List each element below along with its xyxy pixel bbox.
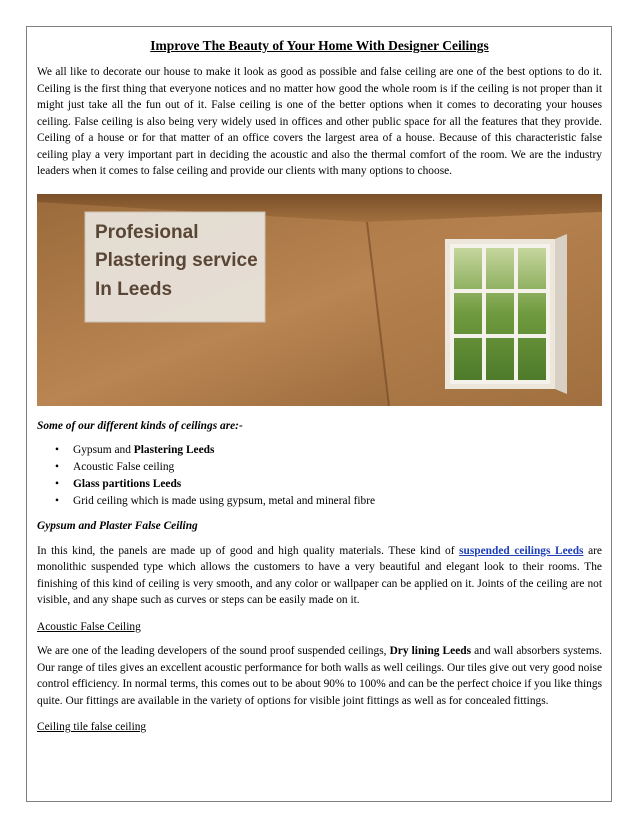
gypsum-heading: Gypsum and Plaster False Ceiling: [37, 520, 198, 532]
document-title: Improve The Beauty of Your Home With Designer Ceilings: [150, 38, 489, 53]
sign-line-1: Profesional: [95, 221, 199, 243]
bullet-icon: •: [55, 461, 59, 473]
bullet-icon: •: [55, 478, 59, 490]
intro-paragraph: We all like to decorate our house to make it look as good as possible and false ceiling are one of the best options to do it. Ceiling is the first thing that everyone notices and no matter how good the whole room is if the ceiling is not proper than it might just take all the fun out of it. False ceiling is one of the better options when it comes to decorating your houses ceiling. False ceiling is also being very widely used in offices and other public space for all the features that they provide. Ceiling of a house or for that matter of an office covers the largest area of a house. Because of this characteristic false ceiling play a very important part in deciding the acoustic and also the thermal comfort of the room. We are the industry leaders when it comes to false ceiling and provide our clients with many options to choose.: [37, 66, 602, 177]
tile-heading: Ceiling tile false ceiling: [37, 721, 147, 733]
list-item-text: Acoustic False ceiling: [73, 461, 175, 473]
gypsum-text-2: are monolithic suspended type which allows the customers to have a very beautiful and elegant look to their rooms. The finishing of this kind of ceiling is very smooth, and any color or wallpaper can be applied on it. Joints of the ceiling are not visible, and any shape such as curves or steps can be easily made on it.: [37, 544, 602, 606]
list-item: [55, 476, 602, 493]
bullet-icon: •: [55, 495, 59, 507]
list-item-bold: Glass partitions Leeds: [73, 478, 182, 490]
room-illustration: [37, 194, 602, 406]
acoustic-paragraph: [37, 643, 602, 709]
acoustic-text-1: We are one of the leading developers of the sound proof suspended ceilings,: [37, 645, 390, 657]
dry-lining-bold: Dry lining Leeds: [389, 645, 472, 657]
suspended-ceilings-link[interactable]: suspended ceilings Leeds: [459, 544, 584, 557]
list-item: [55, 459, 602, 476]
sign-line-2: Plastering service: [95, 249, 258, 271]
sign-line-3: In Leeds: [95, 278, 173, 300]
list-item: [55, 493, 602, 510]
list-item: [55, 442, 602, 459]
list-item-bold: Plastering Leeds: [133, 444, 215, 456]
document-body: [37, 38, 602, 744]
bullet-icon: •: [55, 444, 59, 456]
gypsum-text-1: In this kind, the panels are made up of good and high quality materials. These kind of: [37, 544, 460, 557]
plastering-photo: [37, 194, 602, 406]
kinds-list: [37, 442, 602, 510]
gypsum-paragraph: [37, 543, 602, 609]
acoustic-text-2: and wall absorbers systems. Our range of tiles gives an excellent acoustic performance for both walls as well ceilings. Our tiles give out very good noise control efficiency. In normal terms, this comes out to be about 90% to 100% and can be the perfect choice if you like things quite. Our fittings are available in the variety of options for visible joint fittings as well as for concealed fittings.: [37, 645, 602, 707]
kinds-heading: Some of our different kinds of ceilings are:-: [37, 419, 243, 432]
acoustic-heading: Acoustic False Ceiling: [37, 620, 141, 633]
list-item-text: Grid ceiling which is made using gypsum, metal and mineral fibre: [73, 495, 376, 507]
list-item-text: Gypsum and: [73, 444, 134, 456]
